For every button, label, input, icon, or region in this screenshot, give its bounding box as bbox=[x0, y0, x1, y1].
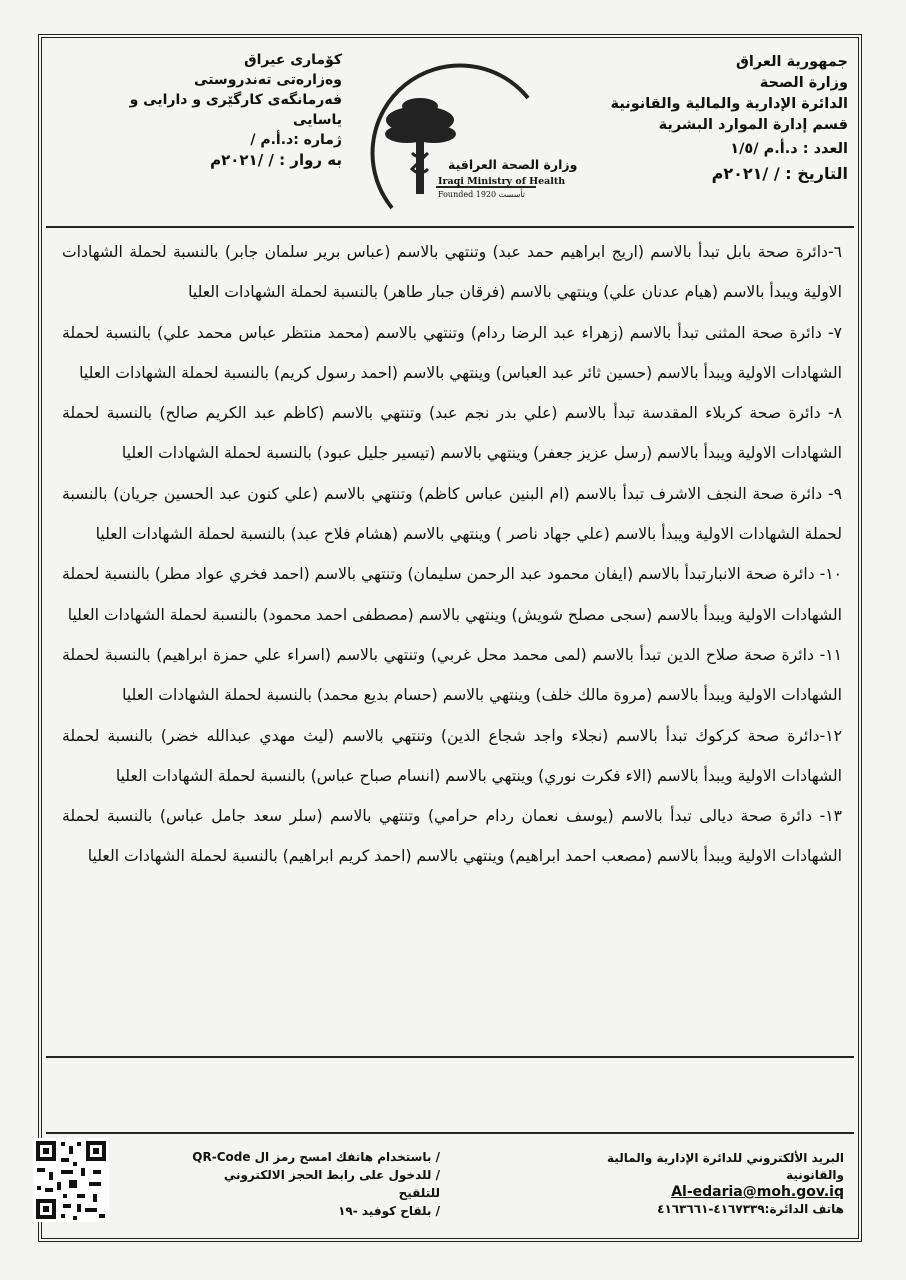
footer-qr-instructions bbox=[180, 1148, 440, 1220]
paragraph-salahaddin: ١١- دائرة صحة صلاح الدين تبدأ بالاسم (لمى محمد محل غربي) وتنتهي بالاسم (اسراء علي حمزة ابراهيم) بالنسبة لحملة الشهادات الاولية ويبدأ بالاسم (مروة مالك خلف) وينتهي بالاسم (حسام بديع محمد) بالنسبة لحملة الشهادات العليا bbox=[62, 645, 842, 705]
directorate-name-kurdish: فەرمانگەی کارگێری و دارایی و یاسایی bbox=[129, 92, 342, 128]
qr-instruction-1: / باستخدام هاتفك امسح رمز ال QR-Code bbox=[192, 1150, 440, 1164]
phone-number: هاتف الدائرة:٤١٦٧٣٣٩-٤١٦٣٦٦١ bbox=[657, 1202, 844, 1216]
header-right bbox=[578, 52, 848, 184]
paragraph-muthanna: ٧- دائرة صحة المثنى تبدأ بالاسم (زهراء عبد الرضا ردام) وتنتهي بالاسم (محمد منتظر عباس محمد علي) بالنسبة لحملة الشهادات الاولية ويبدأ بالاسم (حسين ثائر عبد العباس) وينتهي بالاسم (احمد رسول كريم) بالنسبة لحملة الشهادات العليا bbox=[62, 323, 842, 382]
paragraph-kirkuk: ١٢-دائرة صحة كركوك تبدأ بالاسم (نجلاء واجد شجاع الدين) وتنتهي بالاسم (ليث مهدي عبدالله خضر) بالنسبة لحملة الشهادات الاولية ويبدأ بالاسم (الاء فكرت نوري) وينتهي بالاسم (انسام صباح عباس) بالنسبة لحملة الشهادات العليا bbox=[62, 726, 842, 785]
email-label: البريد الألكتروني للدائرة الإدارية والمالية والقانونية bbox=[607, 1151, 844, 1182]
qr-instruction-3: / بلقاح كوفيد -١٩ bbox=[338, 1204, 440, 1218]
department-name: قسم إدارة الموارد البشرية bbox=[658, 117, 848, 133]
header-divider bbox=[46, 226, 854, 228]
paragraph-najaf: ٩- دائرة صحة النجف الاشرف تبدأ بالاسم (ام البنين عباس كاظم) وتنتهي بالاسم (علي كنون عبد الحسين جريان) بالنسبة لحملة الشهادات الاولية ويبدأ بالاسم (علي جهاد ناصر ) وينتهي بالاسم (هشام فلاح عبد) بالنسبة لحملة الشهادات العليا bbox=[62, 484, 842, 544]
paragraph-diyala: ١٣- دائرة صحة ديالى تبدأ بالاسم (يوسف نعمان ردام حرامي) وتنتهي بالاسم (سلر سعد جامل عباس) بالنسبة لحملة الشهادات الاولية ويبدأ بالاسم (مصعب احمد ابراهيم) وينتهي بالاسم (احمد كريم ابراهيم) بالنسبة لحملة الشهادات العليا bbox=[62, 807, 842, 866]
directorate-name: الدائرة الإدارية والمالية والقانونية bbox=[610, 96, 848, 112]
paragraph-anbar: ١٠- دائرة صحة الانبارتبدأ بالاسم (ايفان محمود عبد الرحمن سليمان) وتنتهي بالاسم (احمد فخري عواد مطر) بالنسبة لحملة الشهادات الاولية ويبدأ بالاسم (سجى مصلح شويش) وينتهي بالاسم (مصطفى احمد محمود) بالنسبة لحملة الشهادات العليا bbox=[61, 565, 842, 624]
document-date-kurdish: بە روار : / /٢٠٢١م bbox=[210, 151, 342, 169]
logo-english-text: Iraqi Ministry of Health bbox=[438, 176, 566, 187]
ministry-name: وزارة الصحة bbox=[759, 75, 848, 91]
body-divider bbox=[46, 1056, 854, 1058]
qr-instruction-2: / للدخول على رابط الحجز الالكتروني للتلقيح bbox=[223, 1168, 440, 1200]
footer-contact bbox=[554, 1150, 844, 1218]
qr-code-icon[interactable] bbox=[33, 1138, 109, 1222]
ministry-name-kurdish: وەزارەتی تەندروستی bbox=[194, 72, 342, 88]
paragraph-babylon: ٦-دائرة صحة بابل تبدأ بالاسم (اريج ابراهيم حمد عبد) وتنتهي بالاسم (عباس برير سلمان جابر) بالنسبة لحملة الشهادات الاولية ويبدأ بالاسم (هيام عدنان علي) وينتهي بالاسم (فرقان جبار طاهر) بالنسبة لحملة الشهادات العليا bbox=[62, 243, 842, 302]
document-number: العدد : د.أ.م /١/٥ bbox=[730, 141, 848, 157]
header-left-kurdish bbox=[92, 50, 342, 170]
document-date: التاريخ : / /٢٠٢١م bbox=[711, 164, 848, 183]
footer-divider bbox=[46, 1132, 854, 1134]
paragraph-karbala: ٨- دائرة صحة كربلاء المقدسة تبدأ بالاسم (علي بدر نجم عبد) وتنتهي بالاسم (كاظم عبد الكريم صالح) بالنسبة لحملة الشهادات الاولية ويبدأ بالاسم (رسل عزيز جعفر) وينتهي بالاسم (تيسير جليل عبود) بالنسبة لحملة الشهادات العليا bbox=[62, 404, 842, 463]
document-number-kurdish: ژمارە :د.أ.م / bbox=[250, 132, 342, 148]
country-name-kurdish: كۆماری عیراق bbox=[244, 52, 342, 68]
document-body bbox=[62, 232, 842, 877]
email-link[interactable]: Al-edaria@moh.gov.iq bbox=[671, 1184, 844, 1200]
country-name: جمهورية العراق bbox=[735, 54, 848, 70]
logo-founded-text: Founded 1920 تأسست bbox=[438, 190, 526, 199]
logo-arabic-text: وزارة الصحة العراقية bbox=[448, 157, 578, 172]
